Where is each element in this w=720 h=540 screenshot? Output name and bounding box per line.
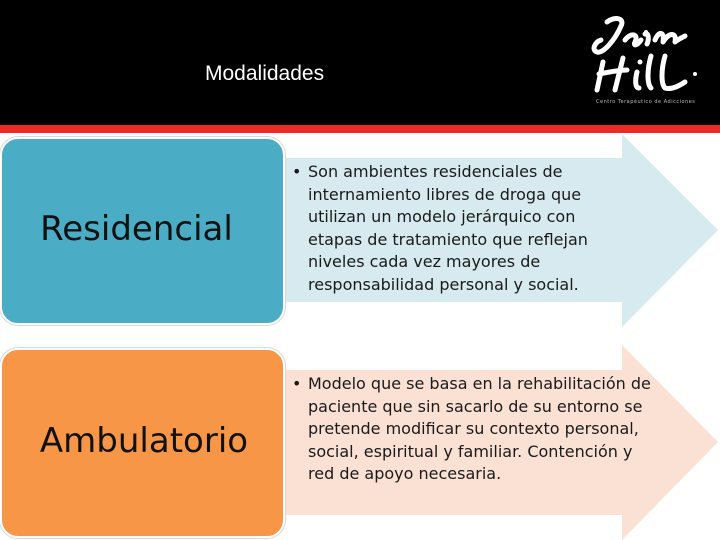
residencial-description [292,161,628,297]
residencial-label: Residencial [40,209,233,249]
residencial-description-text: Son ambientes residenciales de internamiento libres de droga que utilizan un modelo jerárquico con etapas de tratamiento que reflejan niveles cada vez mayores de responsabilidad personal y social. [308,162,588,294]
ambulatorio-description-text: Modelo que se basa en la rehabilitación de paciente que sin sacarlo de su entorno se pretende modificar su contexto personal, social, espiritual y familiar. Contención y red de apoyo necesaria. [308,374,651,484]
logo-tagline: Centro Terapéutico de Adicciones [596,99,696,105]
ambulatorio-label-box [0,348,285,538]
residencial-label-box [0,137,285,325]
bullet-dot-icon: • [292,162,302,181]
ambulatorio-description [292,373,653,486]
ambulatorio-label: Ambulatorio [39,421,249,461]
page-title: Modalidades [205,62,325,85]
bullet-dot-icon: • [292,374,302,393]
